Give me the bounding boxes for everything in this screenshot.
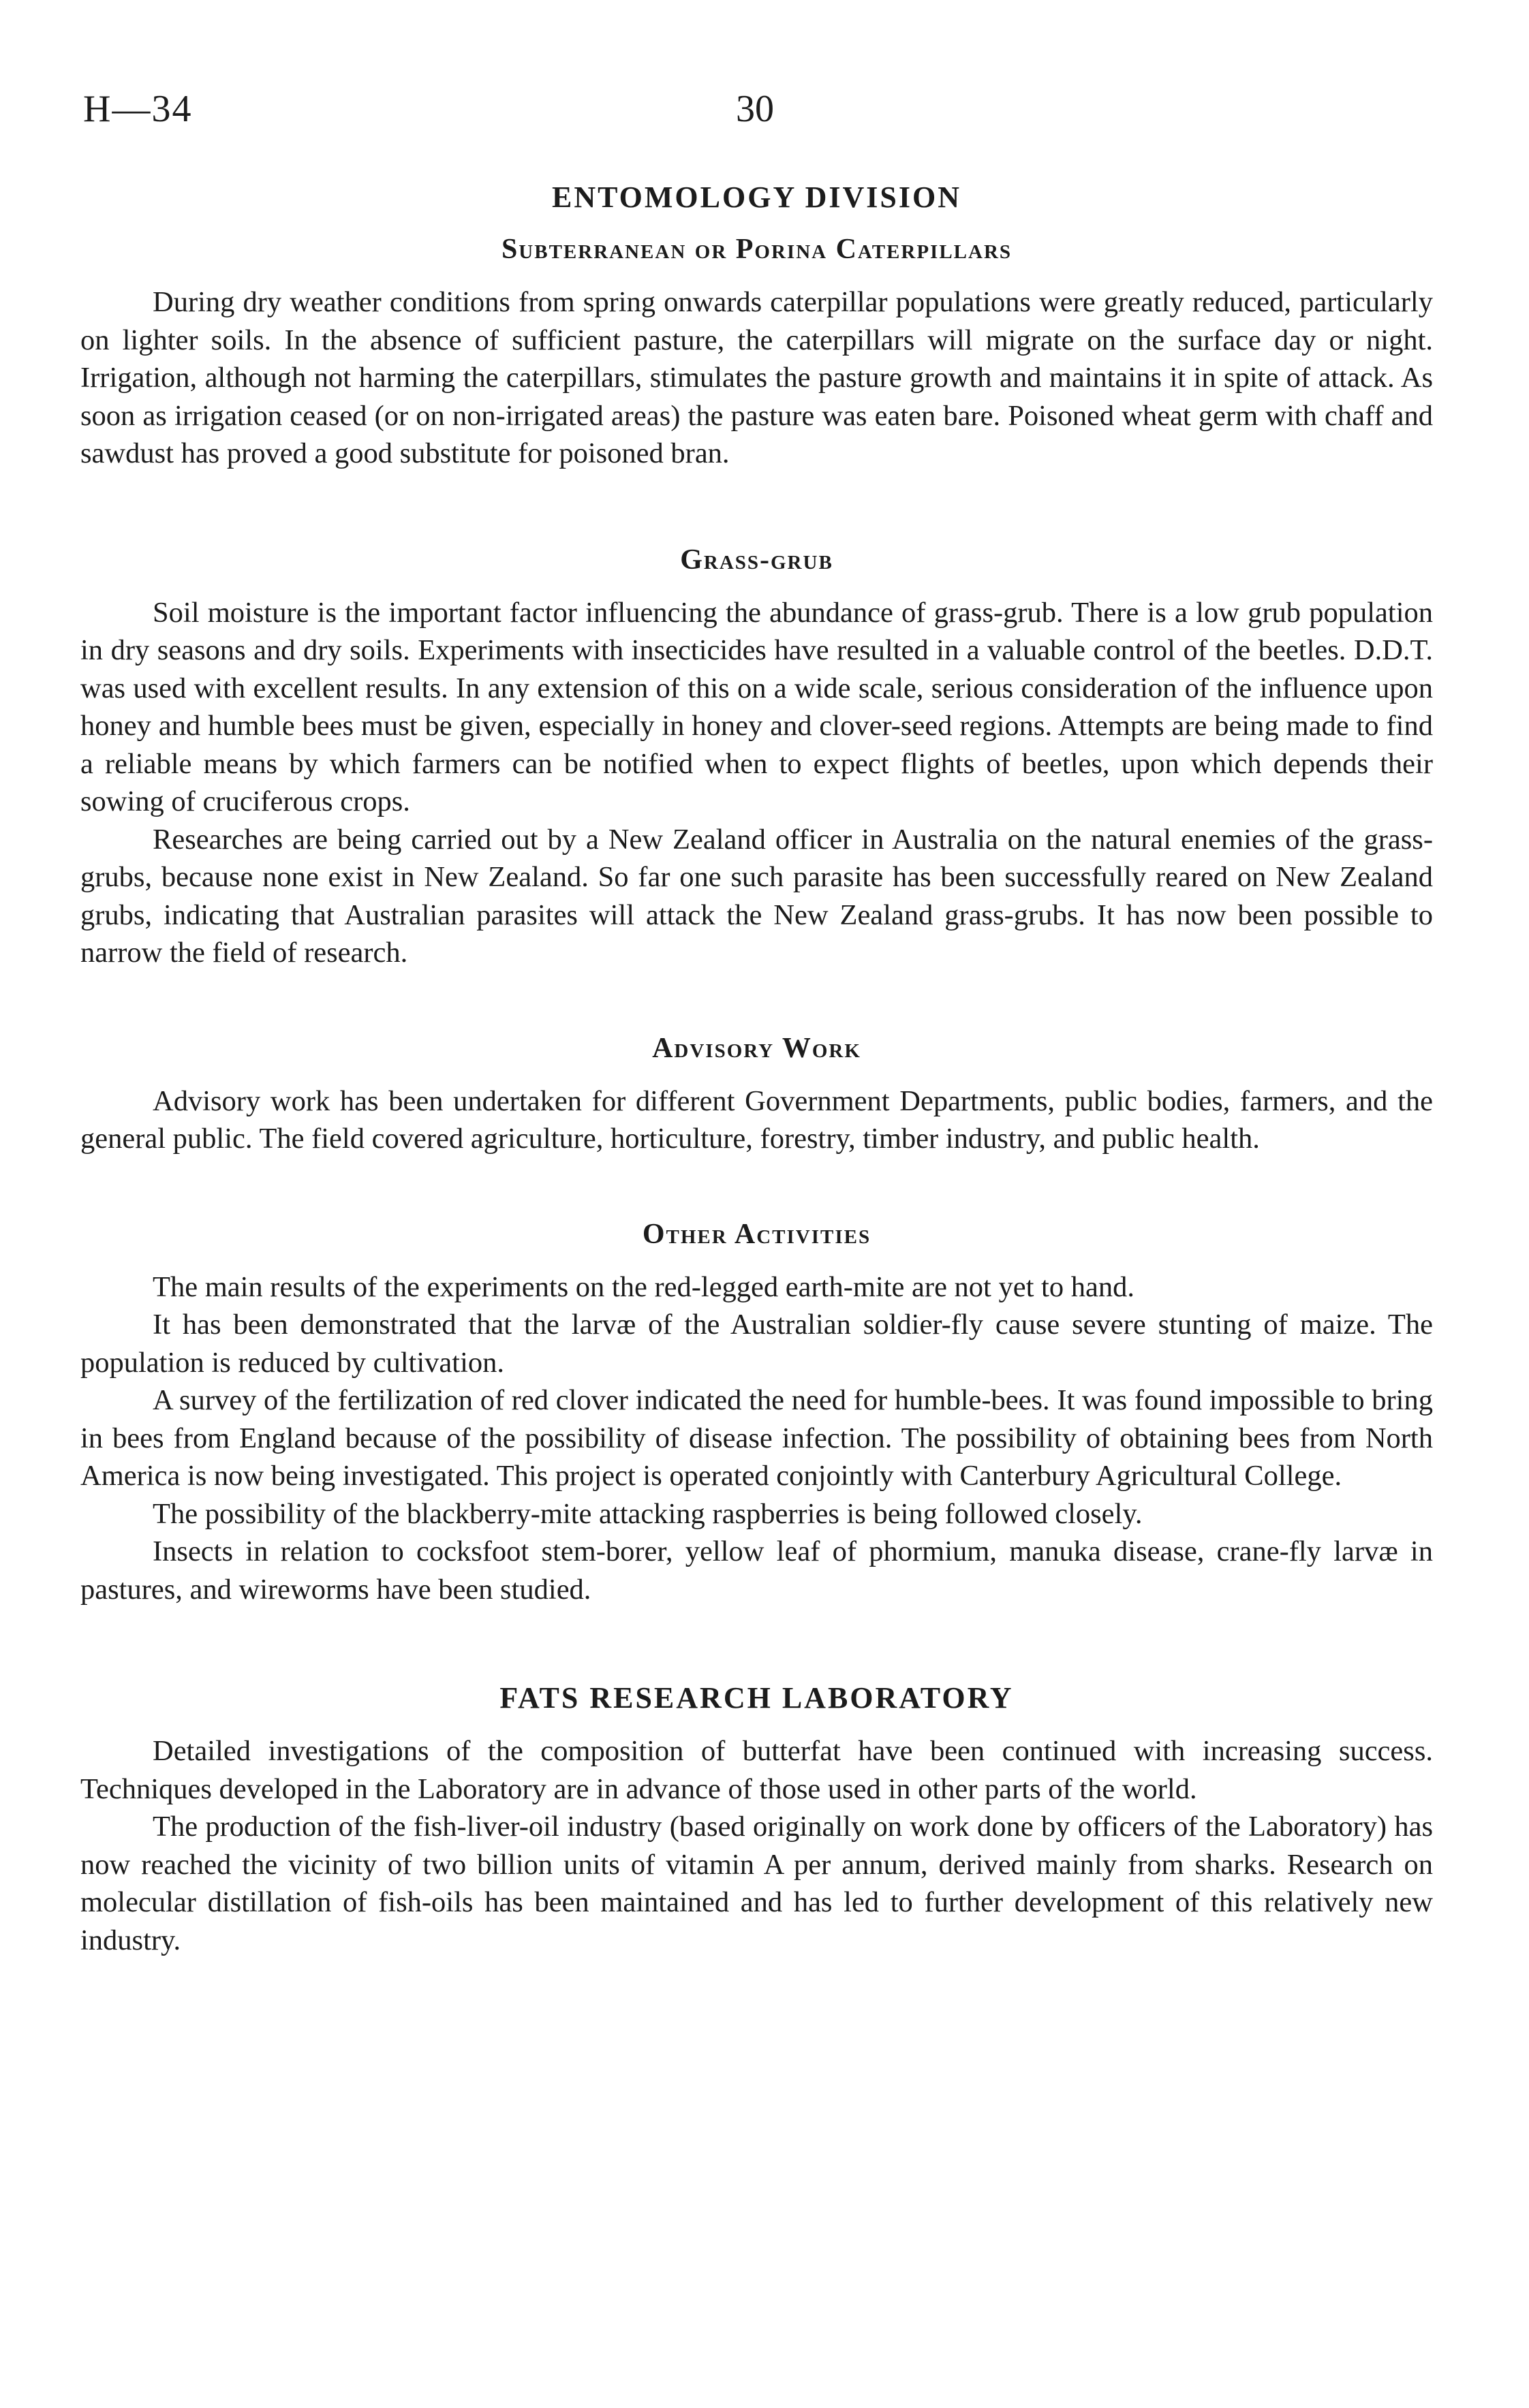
- paragraph: A survey of the fertilization of red clover indicated the need for humble-bees. It was found impossible to bring in bees from England because of the possibility of disease infection. The possibility of obtaining bees from North America is now being investigated. This project is operated conjointly with Canterbury Agricultural College.: [80, 1384, 1433, 1492]
- paragraph: Detailed investigations of the composition of butterfat have been continued with increasing success. Techniques developed in the Laboratory are in advance of those used in other parts of the world.: [80, 1735, 1433, 1805]
- grass-grub-heading: Grass-grub: [680, 544, 833, 576]
- entomology-division-title: ENTOMOLOGY DIVISION: [552, 181, 961, 214]
- grass-grub-section: [80, 542, 1433, 972]
- entomology-division-section: [80, 178, 1433, 1608]
- paragraph: The main results of the experiments on the red-legged earth-mite are not yet to hand.: [153, 1270, 1134, 1303]
- advisory-work-heading: Advisory Work: [652, 1032, 861, 1064]
- fats-research-section: [80, 1679, 1433, 1959]
- paragraph: The possibility of the blackberry-mite attacking raspberries is being followed closely.: [153, 1497, 1143, 1530]
- page-body: [80, 178, 1433, 1959]
- fats-research-title: FATS RESEARCH LABORATORY: [499, 1681, 1014, 1715]
- paragraph: Advisory work has been undertaken for different Government Departments, public bodies, farmers, and the general public. The field covered agriculture, horticulture, forestry, timber industry, and public health.: [80, 1084, 1433, 1155]
- paragraph: It has been demonstrated that the larvæ of the Australian soldier-fly cause severe stunting of maize. The population is reduced by cultivation.: [80, 1309, 1433, 1379]
- paragraph: Soil moisture is the important factor influencing the abundance of grass-grub. There is a low grub population in dry seasons and dry soils. Experiments with insecticides have resulted in a valuable control of the beetles. D.D.T. was used with excellent results. In any extension of this on a wide scale, serious consideration of the influence upon honey and humble bees must be given, especially in honey and clover-seed regions. Attempts are being made to find a reliable means by which farmers can be notified when to expect flights of beetles, upon which depends their sowing of cruciferous crops.: [80, 596, 1433, 817]
- paragraph: Insects in relation to cocksfoot stem-borer, yellow leaf of phormium, manuka disease, crane-fly larvæ in pastures, and wireworms have been studied.: [80, 1535, 1433, 1606]
- subterranean-section: [80, 232, 1433, 473]
- paragraph: The production of the fish-liver-oil industry (based originally on work done by officers of the Laboratory) has now reached the vicinity of two billion units of vitamin A per annum, derived mainly from sharks. Research on molecular distillation of fish-oils has been maintained and has led to further development of this relatively new industry.: [80, 1811, 1433, 1956]
- paragraph: Researches are being carried out by a New Zealand officer in Australia on the natural enemies of the grass-grubs, because none exist in New Zealand. So far one such parasite has been successfully reared on New Zealand grubs, indicating that Australian parasites will attack the New Zealand grass-grubs. It has now been possible to narrow the field of research.: [80, 823, 1433, 969]
- other-activities-heading: Other Activities: [642, 1218, 871, 1250]
- subterranean-heading: Subterranean or Porina Caterpillars: [501, 234, 1013, 265]
- report-code: H—34: [83, 88, 193, 130]
- other-activities-section: [80, 1217, 1433, 1609]
- paragraph: During dry weather conditions from spring onwards caterpillar populations were greatly reduced, particularly on lighter soils. In the absence of sufficient pasture, the caterpillars will migrate on the surface day or night. Irrigation, although not harming the caterpillars, stimulates the pasture growth and maintains it in spite of attack. As soon as irrigation ceased (or on non-irrigated areas) the pasture was eaten bare. Poisoned wheat germ with chaff and sawdust has proved a good substitute for poisoned bran.: [80, 286, 1433, 469]
- advisory-work-section: [80, 1031, 1433, 1158]
- page-number: 30: [736, 88, 774, 130]
